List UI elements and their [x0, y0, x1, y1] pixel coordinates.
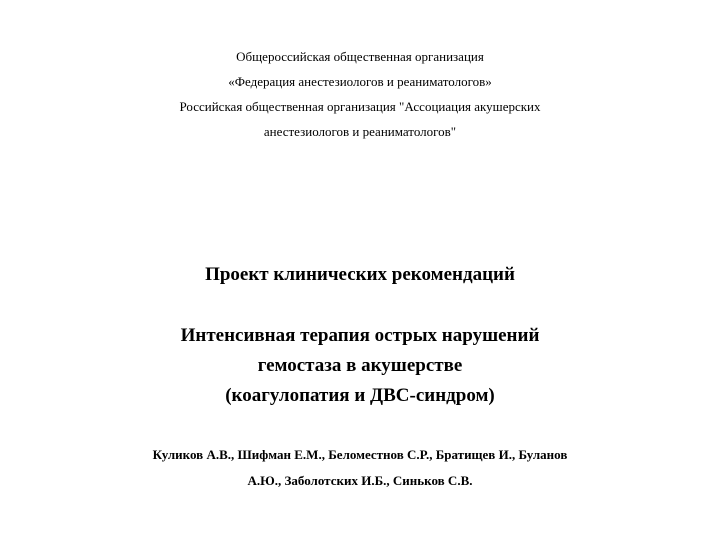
title-line-3: (коагулопатия и ДВС-синдром) — [225, 385, 495, 406]
authors-list — [0, 442, 720, 494]
document-type-heading: Проект клинических рекомендаций — [205, 264, 515, 285]
organization-line-1: Общероссийская общественная организация — [236, 49, 484, 64]
title-line-1: Интенсивная терапия острых нарушений — [180, 325, 540, 346]
organizations-header — [0, 44, 720, 144]
authors-line-1: Куликов А.В., Шифман Е.М., Беломестнов С.Р., Братищев И., Буланов — [152, 447, 568, 462]
document-title — [0, 321, 720, 411]
authors-line-2: А.Ю., Заболотских И.Б., Синьков С.В. — [247, 473, 473, 488]
organization-line-3: Российская общественная организация "Ассоциация акушерских — [179, 99, 541, 114]
title-line-2: гемостаза в акушерстве — [257, 355, 463, 376]
organization-line-2: «Федерация анестезиологов и реаниматологов» — [228, 74, 492, 89]
organization-line-4: анестезиологов и реаниматологов" — [263, 124, 457, 139]
